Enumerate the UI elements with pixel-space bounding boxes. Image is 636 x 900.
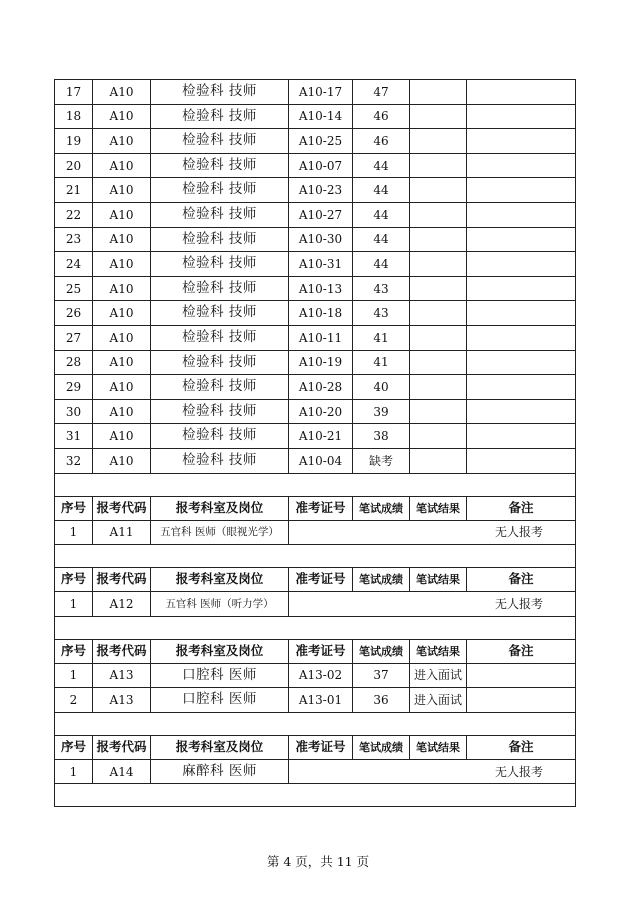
cell-note xyxy=(467,104,576,129)
cell-post: 口腔科 医师 xyxy=(151,688,289,713)
table-row xyxy=(55,350,576,375)
cell-post: 检验科 技师 xyxy=(151,424,289,449)
header-score: 笔试成绩 xyxy=(353,496,410,520)
cell-result xyxy=(410,178,467,203)
header-note: 备注 xyxy=(467,735,576,759)
results-sheet xyxy=(54,79,575,807)
header-no: 序号 xyxy=(55,639,93,663)
table-row xyxy=(55,592,576,617)
header-no: 序号 xyxy=(55,496,93,520)
table-row xyxy=(55,663,576,688)
table-row xyxy=(55,202,576,227)
section-gap xyxy=(55,545,576,568)
cell-score: 44 xyxy=(353,202,410,227)
table-row xyxy=(55,178,576,203)
cell-score: 43 xyxy=(353,276,410,301)
header-post: 报考科室及岗位 xyxy=(151,735,289,759)
cell-post: 检验科 技师 xyxy=(151,325,289,350)
cell-no: 19 xyxy=(55,129,93,154)
cell-score: 44 xyxy=(353,178,410,203)
cell-result xyxy=(410,252,467,277)
cell-post: 五官科 医师（眼视光学） xyxy=(151,520,289,545)
cell-note xyxy=(467,153,576,178)
cell-ticket: A10-20 xyxy=(289,399,353,424)
cell-code: A10 xyxy=(93,153,151,178)
cell-no: 20 xyxy=(55,153,93,178)
cell-note xyxy=(467,375,576,400)
cell-note xyxy=(467,202,576,227)
cell-result xyxy=(410,129,467,154)
cell-score: 39 xyxy=(353,399,410,424)
cell-note: 无人报考 xyxy=(289,520,576,545)
cell-result xyxy=(410,202,467,227)
cell-note xyxy=(467,424,576,449)
cell-post: 口腔科 医师 xyxy=(151,663,289,688)
cell-code: A14 xyxy=(93,759,151,784)
cell-code: A10 xyxy=(93,202,151,227)
table-row xyxy=(55,325,576,350)
cell-no: 2 xyxy=(55,688,93,713)
cell-note xyxy=(467,448,576,473)
cell-post: 五官科 医师（听力学） xyxy=(151,592,289,617)
header-score: 笔试成绩 xyxy=(353,639,410,663)
cell-post: 检验科 技师 xyxy=(151,153,289,178)
page-number: 第 4 页，共 11 页 xyxy=(266,854,370,869)
header-code: 报考代码 xyxy=(93,639,151,663)
cell-post: 检验科 技师 xyxy=(151,80,289,105)
cell-no: 24 xyxy=(55,252,93,277)
cell-result xyxy=(410,448,467,473)
cell-ticket: A10-31 xyxy=(289,252,353,277)
cell-score: 缺考 xyxy=(353,448,410,473)
table-row xyxy=(55,80,576,105)
cell-result xyxy=(410,325,467,350)
cell-ticket: A10-28 xyxy=(289,375,353,400)
cell-ticket: A10-19 xyxy=(289,350,353,375)
cell-ticket: A10-13 xyxy=(289,276,353,301)
header-post: 报考科室及岗位 xyxy=(151,568,289,592)
cell-ticket: A10-25 xyxy=(289,129,353,154)
cell-code: A10 xyxy=(93,399,151,424)
cell-score: 44 xyxy=(353,227,410,252)
cell-score: 44 xyxy=(353,153,410,178)
cell-no: 1 xyxy=(55,592,93,617)
cell-result xyxy=(410,399,467,424)
cell-result xyxy=(410,276,467,301)
cell-score: 41 xyxy=(353,325,410,350)
table-row xyxy=(55,104,576,129)
section-gap xyxy=(55,616,576,639)
cell-code: A13 xyxy=(93,663,151,688)
cell-note: 无人报考 xyxy=(289,759,576,784)
header-row-a13 xyxy=(55,639,576,663)
cell-result xyxy=(410,104,467,129)
header-result: 笔试结果 xyxy=(410,735,467,759)
cell-post: 检验科 技师 xyxy=(151,104,289,129)
header-row-a11 xyxy=(55,496,576,520)
table-row xyxy=(55,301,576,326)
cell-result: 进入面试 xyxy=(410,688,467,713)
table-row xyxy=(55,375,576,400)
cell-note xyxy=(467,227,576,252)
header-ticket: 准考证号 xyxy=(289,568,353,592)
cell-post: 检验科 技师 xyxy=(151,350,289,375)
table-row xyxy=(55,227,576,252)
cell-code: A10 xyxy=(93,104,151,129)
cell-code: A10 xyxy=(93,80,151,105)
cell-code: A10 xyxy=(93,252,151,277)
cell-note xyxy=(467,301,576,326)
cell-note xyxy=(467,276,576,301)
cell-score: 38 xyxy=(353,424,410,449)
results-table xyxy=(54,79,576,807)
section-gap xyxy=(55,473,576,496)
header-result: 笔试结果 xyxy=(410,639,467,663)
cell-code: A12 xyxy=(93,592,151,617)
section-a13 xyxy=(55,663,576,712)
cell-note xyxy=(467,688,576,713)
cell-note xyxy=(467,178,576,203)
cell-post: 检验科 技师 xyxy=(151,178,289,203)
cell-score: 41 xyxy=(353,350,410,375)
cell-no: 27 xyxy=(55,325,93,350)
cell-note xyxy=(467,129,576,154)
cell-code: A10 xyxy=(93,350,151,375)
cell-ticket: A13-01 xyxy=(289,688,353,713)
cell-code: A10 xyxy=(93,325,151,350)
cell-score: 37 xyxy=(353,663,410,688)
header-no: 序号 xyxy=(55,568,93,592)
table-row xyxy=(55,252,576,277)
header-post: 报考科室及岗位 xyxy=(151,496,289,520)
section-gap xyxy=(55,712,576,735)
section-a10 xyxy=(55,80,576,474)
cell-score: 46 xyxy=(353,129,410,154)
table-row xyxy=(55,399,576,424)
cell-result xyxy=(410,424,467,449)
header-post: 报考科室及岗位 xyxy=(151,639,289,663)
cell-result: 进入面试 xyxy=(410,663,467,688)
cell-code: A10 xyxy=(93,448,151,473)
header-code: 报考代码 xyxy=(93,735,151,759)
cell-note xyxy=(467,325,576,350)
header-ticket: 准考证号 xyxy=(289,496,353,520)
cell-post: 检验科 技师 xyxy=(151,227,289,252)
header-score: 笔试成绩 xyxy=(353,735,410,759)
cell-score: 46 xyxy=(353,104,410,129)
cell-score: 44 xyxy=(353,252,410,277)
cell-post: 检验科 技师 xyxy=(151,252,289,277)
cell-code: A10 xyxy=(93,276,151,301)
cell-ticket: A13-02 xyxy=(289,663,353,688)
cell-no: 18 xyxy=(55,104,93,129)
cell-code: A13 xyxy=(93,688,151,713)
cell-ticket: A10-04 xyxy=(289,448,353,473)
cell-score: 43 xyxy=(353,301,410,326)
cell-result xyxy=(410,80,467,105)
cell-no: 29 xyxy=(55,375,93,400)
cell-ticket: A10-17 xyxy=(289,80,353,105)
header-code: 报考代码 xyxy=(93,496,151,520)
cell-no: 1 xyxy=(55,520,93,545)
cell-no: 25 xyxy=(55,276,93,301)
header-result: 笔试结果 xyxy=(410,496,467,520)
table-row xyxy=(55,520,576,545)
cell-result xyxy=(410,350,467,375)
cell-ticket: A10-23 xyxy=(289,178,353,203)
cell-no: 22 xyxy=(55,202,93,227)
cell-code: A10 xyxy=(93,375,151,400)
cell-result xyxy=(410,227,467,252)
cell-code: A10 xyxy=(93,227,151,252)
cell-post: 检验科 技师 xyxy=(151,301,289,326)
header-no: 序号 xyxy=(55,735,93,759)
section-gap xyxy=(55,784,576,807)
cell-note xyxy=(467,399,576,424)
header-code: 报考代码 xyxy=(93,568,151,592)
cell-no: 31 xyxy=(55,424,93,449)
cell-ticket: A10-27 xyxy=(289,202,353,227)
cell-score: 36 xyxy=(353,688,410,713)
cell-no: 1 xyxy=(55,759,93,784)
cell-result xyxy=(410,301,467,326)
cell-note: 无人报考 xyxy=(289,592,576,617)
cell-post: 检验科 技师 xyxy=(151,375,289,400)
table-row xyxy=(55,129,576,154)
cell-no: 21 xyxy=(55,178,93,203)
cell-post: 检验科 技师 xyxy=(151,202,289,227)
cell-no: 23 xyxy=(55,227,93,252)
cell-code: A10 xyxy=(93,301,151,326)
cell-no: 30 xyxy=(55,399,93,424)
cell-no: 1 xyxy=(55,663,93,688)
header-score: 笔试成绩 xyxy=(353,568,410,592)
header-ticket: 准考证号 xyxy=(289,639,353,663)
cell-result xyxy=(410,153,467,178)
cell-post: 检验科 技师 xyxy=(151,448,289,473)
cell-score: 40 xyxy=(353,375,410,400)
table-row xyxy=(55,759,576,784)
header-note: 备注 xyxy=(467,496,576,520)
cell-note xyxy=(467,663,576,688)
cell-ticket: A10-30 xyxy=(289,227,353,252)
cell-ticket: A10-11 xyxy=(289,325,353,350)
cell-ticket: A10-21 xyxy=(289,424,353,449)
header-result: 笔试结果 xyxy=(410,568,467,592)
cell-no: 17 xyxy=(55,80,93,105)
cell-note xyxy=(467,80,576,105)
header-note: 备注 xyxy=(467,568,576,592)
table-row xyxy=(55,688,576,713)
header-row-a12 xyxy=(55,568,576,592)
header-row-a14 xyxy=(55,735,576,759)
cell-code: A11 xyxy=(93,520,151,545)
table-row xyxy=(55,424,576,449)
cell-code: A10 xyxy=(93,178,151,203)
cell-ticket: A10-14 xyxy=(289,104,353,129)
cell-post: 检验科 技师 xyxy=(151,276,289,301)
cell-code: A10 xyxy=(93,129,151,154)
cell-no: 32 xyxy=(55,448,93,473)
table-row xyxy=(55,448,576,473)
table-row xyxy=(55,276,576,301)
cell-score: 47 xyxy=(353,80,410,105)
cell-code: A10 xyxy=(93,424,151,449)
cell-post: 检验科 技师 xyxy=(151,399,289,424)
cell-post: 麻醉科 医师 xyxy=(151,759,289,784)
cell-note xyxy=(467,350,576,375)
header-ticket: 准考证号 xyxy=(289,735,353,759)
cell-no: 26 xyxy=(55,301,93,326)
table-row xyxy=(55,153,576,178)
cell-ticket: A10-07 xyxy=(289,153,353,178)
cell-no: 28 xyxy=(55,350,93,375)
cell-ticket: A10-18 xyxy=(289,301,353,326)
cell-note xyxy=(467,252,576,277)
cell-post: 检验科 技师 xyxy=(151,129,289,154)
header-note: 备注 xyxy=(467,639,576,663)
cell-result xyxy=(410,375,467,400)
